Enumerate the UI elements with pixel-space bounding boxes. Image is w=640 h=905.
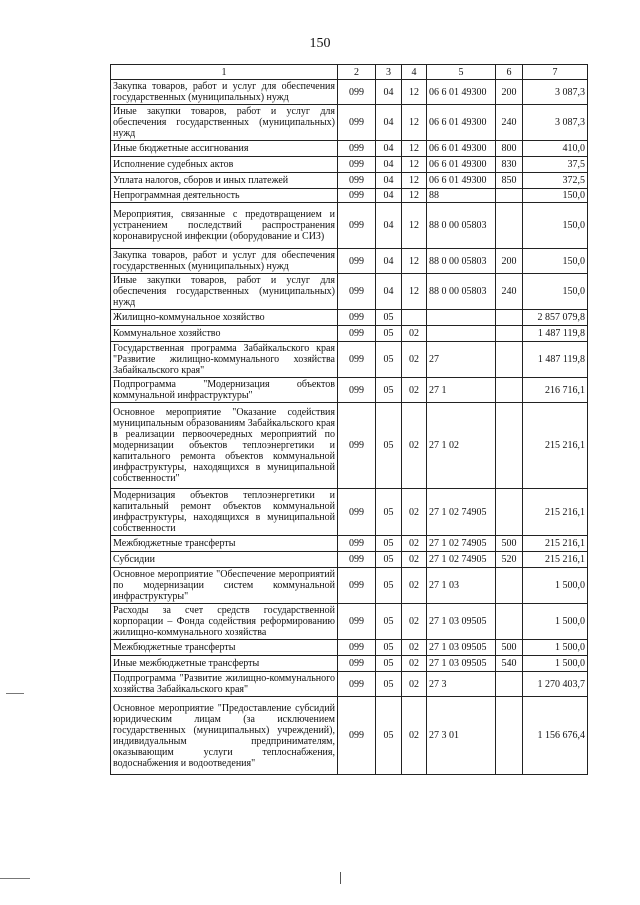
cell-subsection [402,310,427,326]
cell-target-article: 88 [427,189,496,203]
cell-name: Иные бюджетные ассигнования [111,141,338,157]
cell-target-article: 27 1 02 74905 [427,552,496,568]
table-row [111,378,588,403]
cell-target-article: 06 6 01 49300 [427,105,496,141]
cell-amount: 1 270 403,7 [523,672,588,697]
cell-name: Исполнение судебных актов [111,157,338,173]
cell-admin-code: 099 [338,105,376,141]
cell-amount: 1 156 676,4 [523,697,588,775]
cell-target-article: 88 0 00 05803 [427,249,496,274]
table-row [111,640,588,656]
cell-amount: 150,0 [523,189,588,203]
cell-name: Иные закупки товаров, работ и услуг для обеспечения государственных (муниципальных) нужд [111,274,338,310]
table-row [111,656,588,672]
cell-section: 05 [376,310,402,326]
cell-name: Мероприятия, связанные с предотвращением и устранением последствий распространения коронавирусной инфекции (оборудование и СИЗ) [111,203,338,249]
cell-name: Межбюджетные трансферты [111,640,338,656]
column-header: 3 [376,65,402,80]
cell-expense-type: 200 [496,249,523,274]
cell-section: 05 [376,403,402,489]
table-row [111,173,588,189]
cell-amount: 1 500,0 [523,604,588,640]
cell-amount: 215 216,1 [523,489,588,536]
column-header: 4 [402,65,427,80]
cell-name: Основное мероприятие "Оказание содействия муниципальным образованиям Забайкальского края в реализации первоочередных мероприятий по модернизации объектов теплоэнергетики и капитального ремонта объектов коммунальной инфраструктуры, находящихся в муниципальной собственности" [111,403,338,489]
cell-expense-type [496,310,523,326]
cell-admin-code: 099 [338,378,376,403]
cell-expense-type [496,326,523,342]
column-header: 5 [427,65,496,80]
cell-section: 05 [376,697,402,775]
cell-name: Иные межбюджетные трансферты [111,656,338,672]
cell-section: 04 [376,274,402,310]
cell-subsection: 02 [402,536,427,552]
cell-expense-type: 200 [496,80,523,105]
cell-section: 04 [376,105,402,141]
cell-amount: 150,0 [523,249,588,274]
cell-target-article: 06 6 01 49300 [427,157,496,173]
cell-subsection: 12 [402,203,427,249]
cell-subsection: 02 [402,568,427,604]
cell-subsection: 02 [402,640,427,656]
cell-target-article: 27 1 03 09505 [427,640,496,656]
cell-target-article: 88 0 00 05803 [427,203,496,249]
cell-admin-code: 099 [338,310,376,326]
cell-target-article: 27 1 03 09505 [427,604,496,640]
cell-admin-code: 099 [338,672,376,697]
cell-expense-type: 240 [496,274,523,310]
cell-section: 05 [376,489,402,536]
cell-target-article: 27 1 03 09505 [427,656,496,672]
cell-amount: 3 087,3 [523,105,588,141]
cell-section: 04 [376,189,402,203]
cell-section: 05 [376,552,402,568]
cell-amount: 215 216,1 [523,403,588,489]
cell-expense-type [496,489,523,536]
table-row [111,105,588,141]
cell-subsection: 12 [402,105,427,141]
table-header-row [111,65,588,80]
cell-subsection: 02 [402,672,427,697]
cell-amount: 3 087,3 [523,80,588,105]
page-number: 150 [309,36,331,51]
cell-target-article: 27 3 01 [427,697,496,775]
cell-subsection: 12 [402,173,427,189]
cell-admin-code: 099 [338,536,376,552]
cell-subsection: 12 [402,80,427,105]
cell-name: Жилищно-коммунальное хозяйство [111,310,338,326]
table-row [111,310,588,326]
cell-expense-type [496,672,523,697]
cell-section: 04 [376,173,402,189]
table-row [111,249,588,274]
cell-section: 05 [376,342,402,378]
cell-name: Иные закупки товаров, работ и услуг для обеспечения государственных (муниципальных) нужд [111,105,338,141]
cell-section: 05 [376,568,402,604]
cell-section: 04 [376,249,402,274]
cell-amount: 150,0 [523,274,588,310]
scan-margin-mark [0,878,30,879]
cell-expense-type: 240 [496,105,523,141]
table-row [111,141,588,157]
cell-subsection: 02 [402,656,427,672]
cell-name: Закупка товаров, работ и услуг для обеспечения государственных (муниципальных) нужд [111,249,338,274]
cell-amount: 1 500,0 [523,640,588,656]
cell-target-article: 27 1 02 [427,403,496,489]
cell-admin-code: 099 [338,80,376,105]
cell-amount: 1 487 119,8 [523,326,588,342]
table-row [111,274,588,310]
cell-section: 04 [376,80,402,105]
cell-admin-code: 099 [338,656,376,672]
cell-admin-code: 099 [338,552,376,568]
cell-name: Уплата налогов, сборов и иных платежей [111,173,338,189]
cell-admin-code: 099 [338,568,376,604]
table-row [111,326,588,342]
table-row [111,157,588,173]
cell-subsection: 02 [402,342,427,378]
cell-admin-code: 099 [338,326,376,342]
cell-target-article: 27 1 02 74905 [427,536,496,552]
column-header: 1 [111,65,338,80]
cell-expense-type [496,697,523,775]
cell-admin-code: 099 [338,203,376,249]
cell-admin-code: 099 [338,489,376,536]
cell-section: 05 [376,672,402,697]
table-row [111,552,588,568]
cell-subsection: 12 [402,249,427,274]
cell-admin-code: 099 [338,157,376,173]
cell-expense-type: 500 [496,640,523,656]
cell-subsection: 02 [402,604,427,640]
cell-admin-code: 099 [338,189,376,203]
cell-expense-type [496,604,523,640]
column-header: 6 [496,65,523,80]
cell-expense-type: 830 [496,157,523,173]
cell-expense-type [496,189,523,203]
table-row [111,672,588,697]
cell-subsection: 02 [402,489,427,536]
cell-section: 05 [376,378,402,403]
table-row [111,403,588,489]
table-row [111,489,588,536]
cell-section: 04 [376,141,402,157]
cell-target-article: 06 6 01 49300 [427,80,496,105]
cell-subsection: 12 [402,274,427,310]
cell-section: 04 [376,157,402,173]
cell-section: 05 [376,604,402,640]
cell-subsection: 02 [402,403,427,489]
cell-amount: 215 216,1 [523,536,588,552]
cell-section: 05 [376,640,402,656]
cell-admin-code: 099 [338,697,376,775]
cell-admin-code: 099 [338,604,376,640]
table-row [111,604,588,640]
cell-amount: 1 500,0 [523,568,588,604]
cell-name: Основное мероприятие "Обеспечение мероприятий по модернизации систем коммунальной инфраструктуры" [111,568,338,604]
cell-amount: 150,0 [523,203,588,249]
cell-admin-code: 099 [338,249,376,274]
table-row [111,203,588,249]
table-row [111,697,588,775]
cell-subsection: 12 [402,189,427,203]
cell-section: 05 [376,536,402,552]
cell-admin-code: 099 [338,342,376,378]
cell-expense-type: 540 [496,656,523,672]
cell-target-article [427,310,496,326]
cell-amount: 410,0 [523,141,588,157]
cell-admin-code: 099 [338,173,376,189]
cell-amount: 1 500,0 [523,656,588,672]
cell-target-article: 27 1 [427,378,496,403]
cell-section: 05 [376,656,402,672]
cell-amount: 216 716,1 [523,378,588,403]
cell-target-article: 27 [427,342,496,378]
cell-name: Расходы за счет средств государственной корпорации – Фонда содействия реформированию жилищно-коммунального хозяйства [111,604,338,640]
cell-admin-code: 099 [338,141,376,157]
cell-expense-type [496,403,523,489]
cell-name: Модернизация объектов теплоэнергетики и капитальный ремонт объектов коммунальной инфраструктуры, находящихся в муниципальной собственности [111,489,338,536]
cell-section: 04 [376,203,402,249]
cell-amount: 37,5 [523,157,588,173]
scan-margin-mark [6,693,24,694]
cell-amount: 372,5 [523,173,588,189]
cell-target-article: 27 1 03 [427,568,496,604]
cell-target-article: 27 3 [427,672,496,697]
cell-subsection: 12 [402,157,427,173]
scan-bottom-mark [340,872,341,884]
cell-target-article: 27 1 02 74905 [427,489,496,536]
cell-expense-type: 850 [496,173,523,189]
cell-name: Коммунальное хозяйство [111,326,338,342]
cell-expense-type: 500 [496,536,523,552]
cell-admin-code: 099 [338,640,376,656]
cell-subsection: 02 [402,378,427,403]
cell-subsection: 02 [402,552,427,568]
cell-target-article: 06 6 01 49300 [427,173,496,189]
cell-name: Закупка товаров, работ и услуг для обеспечения государственных (муниципальных) нужд [111,80,338,105]
cell-expense-type [496,378,523,403]
cell-name: Государственная программа Забайкальского края "Развитие жилищно-коммунального хозяйства Забайкальского края" [111,342,338,378]
budget-table [110,64,588,775]
cell-target-article: 06 6 01 49300 [427,141,496,157]
table-row [111,568,588,604]
cell-expense-type: 520 [496,552,523,568]
cell-expense-type [496,568,523,604]
column-header: 7 [523,65,588,80]
cell-subsection: 12 [402,141,427,157]
cell-name: Субсидии [111,552,338,568]
cell-name: Основное мероприятие "Предоставление субсидий юридическим лицам (за исключением государственных (муниципальных) учреждений), индивидуальным предпринимателям, оказывающим услуги теплоснабжения, водоснабжения и водоотведения" [111,697,338,775]
column-header: 2 [338,65,376,80]
cell-name: Подпрограмма "Развитие жилищно-коммунального хозяйства Забайкальского края" [111,672,338,697]
cell-section: 05 [376,326,402,342]
cell-name: Непрограммная деятельность [111,189,338,203]
cell-subsection: 02 [402,697,427,775]
cell-target-article [427,326,496,342]
table-row [111,80,588,105]
cell-amount: 1 487 119,8 [523,342,588,378]
cell-admin-code: 099 [338,274,376,310]
cell-expense-type [496,342,523,378]
cell-amount: 215 216,1 [523,552,588,568]
table-row [111,536,588,552]
table-row [111,342,588,378]
cell-target-article: 88 0 00 05803 [427,274,496,310]
cell-expense-type: 800 [496,141,523,157]
cell-subsection: 02 [402,326,427,342]
cell-amount: 2 857 079,8 [523,310,588,326]
cell-expense-type [496,203,523,249]
cell-name: Межбюджетные трансферты [111,536,338,552]
cell-name: Подпрограмма "Модернизация объектов коммунальной инфраструктуры" [111,378,338,403]
table-row [111,189,588,203]
cell-admin-code: 099 [338,403,376,489]
